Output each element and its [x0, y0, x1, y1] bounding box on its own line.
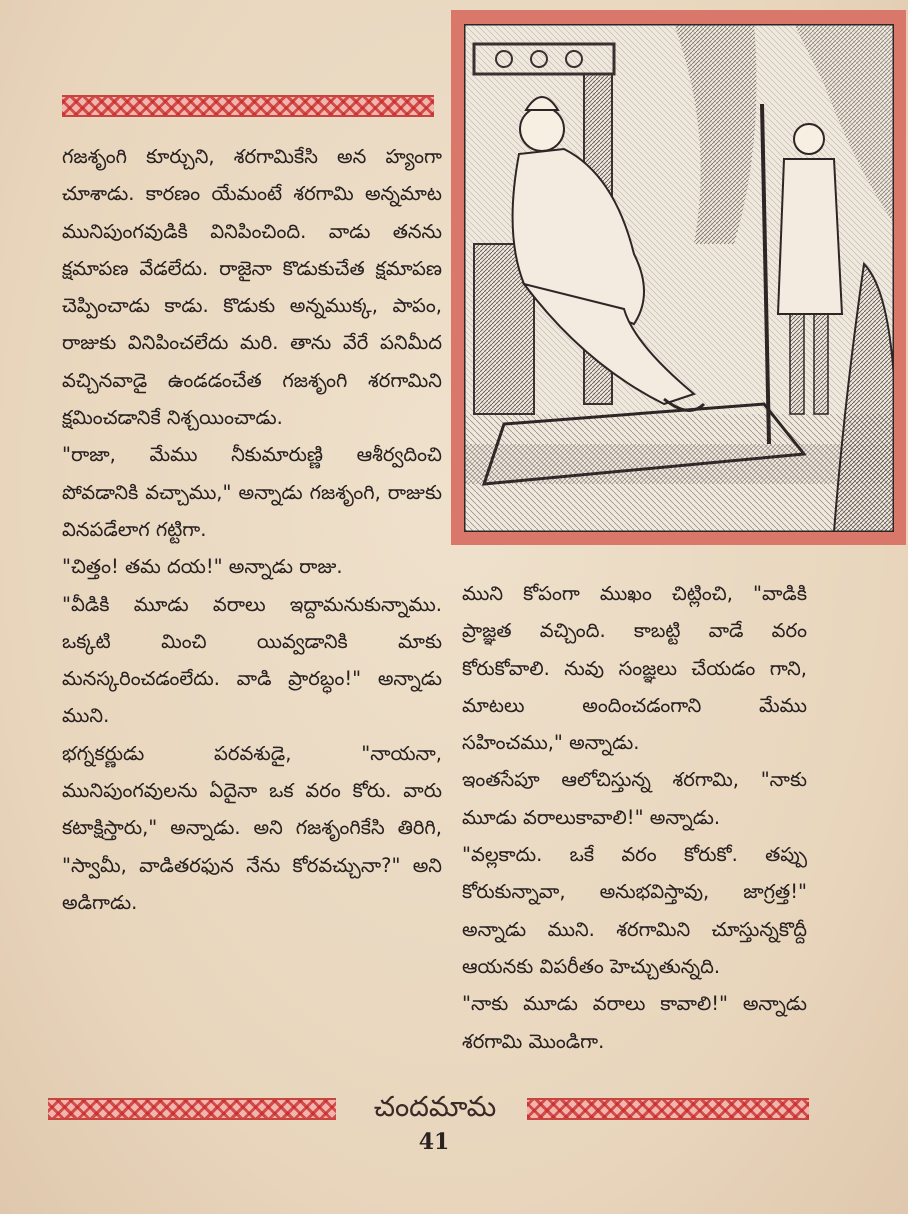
magazine-title: చందమామ: [373, 1090, 497, 1123]
paragraph: "రాజా, మేము నీకుమారుణ్ణి ఆశీర్వదించి పోవడానికి వచ్చాము," అన్నాడు గజశృంగి, రాజుకు వినపడేలాగ గట్టిగా.: [62, 443, 442, 541]
page-number: 41: [418, 1129, 450, 1155]
story-illustration: [451, 10, 906, 545]
paragraph: "చిత్తం! తమ దయ!" అన్నాడు రాజు.: [62, 555, 343, 579]
paragraph: "నాకు మూడు వరాలు కావాలి!" అన్నాడు శరగామి మొండిగా.: [462, 992, 807, 1053]
paragraph: ఇంతసేపూ ఆలోచిస్తున్న శరగామి, "నాకు మూడు వరాలుకావాలి!" అన్నాడు.: [462, 768, 807, 829]
paragraph: "వల్లకాదు. ఒకే వరం కోరుకో. తప్పు కోరుకున్నావా, అనుభవిస్తావు, జాగ్రత్త!" అన్నాడు ముని. శరగామిని చూస్తున్నకొద్దీ ఆయనకు విపరీతం హెచ్చుతున్నది.: [462, 843, 807, 978]
left-text-column: [62, 138, 442, 921]
right-text-column: [462, 575, 807, 1060]
decorative-border-bottom-right: [527, 1098, 809, 1120]
decorative-border-top: [62, 95, 434, 117]
paragraph: భగ్నకర్ణుడు పరవశుడై, "నాయనా, మునిపుంగవులను ఏదైనా ఒక వరం కోరు. వారు కటాక్షిస్తారు," అన్నాడు. అని గజశృంగికేసి తిరిగి, "స్వామీ, వాడితరఫున నేను కోరవచ్చునా?" అని అడిగాడు.: [62, 741, 442, 914]
paragraph: "వీడికి మూడు వరాలు ఇద్దామనుకున్నాము. ఒక్కటి మించి యివ్వడానికి మాకు మనస్కరించడంలేదు. వాడి ప్రారబ్ధం!" అన్నాడు ముని.: [62, 592, 442, 728]
paragraph: ముని కోపంగా ముఖం చిట్లించి, "వాడికి ప్రాజ్ఞత వచ్చింది. కాబట్టి వాడే వరం కోరుకోవాలి. నువు సంజ్ఞలు చేయడం గాని, మాటలు అందించడంగాని మేము సహించము," అన్నాడు.: [462, 582, 807, 755]
paragraph: గజశృంగి కూర్చుని, శరగామికేసి అన హ్యంగా చూశాడు. కారణం యేమంటే శరగామి అన్నమాట మునిపుంగవుడికి వినిపించింది. వాడు తనను క్షమాపణ వేడలేదు. రాజైనా కొడుకుచేత క్షమాపణ చెప్పించాడు కాడు. కొడుకు అన్నముక్క, పాపం, రాజుకు వినిపించలేదు మరి. తాను వేరే పనిమీద వచ్చినవాడై ఉండడంచేత గజశృంగి శరగామిని క్షమించడానికే నిశ్చయించాడు.: [62, 145, 442, 430]
illustration-drawing: [464, 24, 894, 532]
decorative-border-bottom-left: [48, 1098, 336, 1120]
